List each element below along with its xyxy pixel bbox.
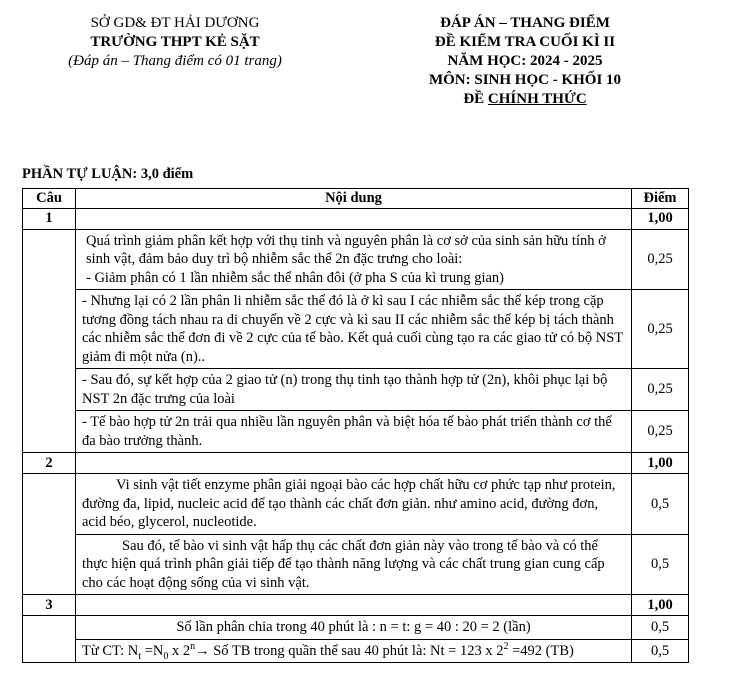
answer-table xyxy=(22,188,689,663)
table-row xyxy=(23,290,689,369)
header-score: Điểm xyxy=(632,189,689,209)
question-row xyxy=(23,453,689,474)
formula-text: Từ CT: $N_t =N_0$ x $2^n\to$ Số TB trong quần thể sau 40 phút là: Nt = 123 x $2^2 =492$ (TB) xyxy=(76,639,632,663)
answer-text: Quá trình giảm phân kết hợp với thụ tinh và nguyên phân là cơ sở của sinh sản hữu tính ở sinh vật, đảm bảo duy trì bộ nhiễm sắc thể 2n đặc trưng cho loài: xyxy=(86,232,606,267)
answer-text: Vi sinh vật tiết enzyme phân giải ngoại bào các hợp chất hữu cơ phức tạp như protein, đường đa, lipid, nucleic acid để tạo thành các chất đơn giản. như amino acid, đường đơn, acid béo, glycerol, nucleotide. xyxy=(76,474,632,535)
score-cell: 0,25 xyxy=(632,229,689,290)
table-row xyxy=(23,616,689,640)
score-cell: 0,25 xyxy=(632,369,689,411)
doc-title: ĐÁP ÁN – THANG ĐIỂM xyxy=(440,15,610,31)
answer-text: - Sau đó, sự kết hợp của 2 giao tử (n) trong thụ tinh tạo thành hợp tử (2n), khôi phục lại bộ NST 2n đặc trưng của loài xyxy=(76,369,632,411)
answer-text: Sau đó, tế bào vi sinh vật hấp thụ các chất đơn giản này vào trong tế bào và có thể thực hiện quá trình phân giải tiếp để tạo thành năng lượng và các chất trung gian cung cấp cho các hoạt động sống của vi sinh vật. xyxy=(76,534,632,595)
official-label: ĐỀ CHÍNH THỨC xyxy=(463,91,587,107)
table-row xyxy=(23,474,689,535)
table-row xyxy=(23,369,689,411)
question-total: 1,00 xyxy=(632,208,689,229)
header-cau: Câu xyxy=(23,189,76,209)
table-row xyxy=(23,229,689,290)
question-number: 1 xyxy=(23,208,76,229)
exam-title: ĐỀ KIỂM TRA CUỐI KÌ II xyxy=(434,34,616,50)
score-cell: 0,5 xyxy=(632,534,689,595)
score-cell: 0,5 xyxy=(632,639,689,663)
score-cell: 0,5 xyxy=(632,616,689,640)
score-cell: 0,25 xyxy=(632,290,689,369)
question-number: 3 xyxy=(23,595,76,616)
question-row xyxy=(23,208,689,229)
header-right xyxy=(360,14,690,109)
header-content: Nội dung xyxy=(76,189,632,209)
header-left xyxy=(30,14,320,71)
question-row xyxy=(23,595,689,616)
section-title: PHẦN TỰ LUẬN: 3,0 điểm xyxy=(22,166,194,182)
answer-text: - Nhưng lại có 2 lần phân li nhiễm sắc thể đó là ở kì sau I các nhiễm sắc thể kép trong cặp tương đồng tách nhau ra di chuyển về 2 cực và kì sau II các nhiễm sắc thể kép bị tách thành các nhiễm sắc thể đơn đi về 2 cực của tế bào. Kết quả cuối cùng tạo ra các giao tử có bộ NST giảm đi một nửa (n).. xyxy=(76,290,632,369)
answer-text: - Giảm phân có 1 lần nhiễm sắc thể nhân đôi (ở pha S của kì trung gian) xyxy=(86,269,504,286)
answer-text: - Tế bào hợp tử 2n trải qua nhiều lần nguyên phân và biệt hóa tế bào phát triển thành cơ thể đa bào trưởng thành. xyxy=(76,411,632,453)
table-row xyxy=(23,411,689,453)
school-year: NĂM HỌC: 2024 - 2025 xyxy=(447,53,603,69)
question-total: 1,00 xyxy=(632,595,689,616)
question-number: 2 xyxy=(23,453,76,474)
table-header-row xyxy=(23,189,689,209)
table-row xyxy=(23,639,689,663)
page-count-note: (Đáp án – Thang điểm có 01 trang) xyxy=(68,53,282,69)
school-name: TRƯỜNG THPT KẺ SẶT xyxy=(90,34,260,50)
table-row xyxy=(23,534,689,595)
department-name: SỞ GD& ĐT HẢI DƯƠNG xyxy=(90,15,260,31)
question-total: 1,00 xyxy=(632,453,689,474)
score-cell: 0,5 xyxy=(632,474,689,535)
arrow-icon: → xyxy=(195,642,210,659)
score-cell: 0,25 xyxy=(632,411,689,453)
subject: MÔN: SINH HỌC - KHỐI 10 xyxy=(428,72,622,88)
answer-text: Số lần phân chia trong 40 phút là : n = t: g = 40 : 20 = 2 (lần) xyxy=(76,616,632,640)
